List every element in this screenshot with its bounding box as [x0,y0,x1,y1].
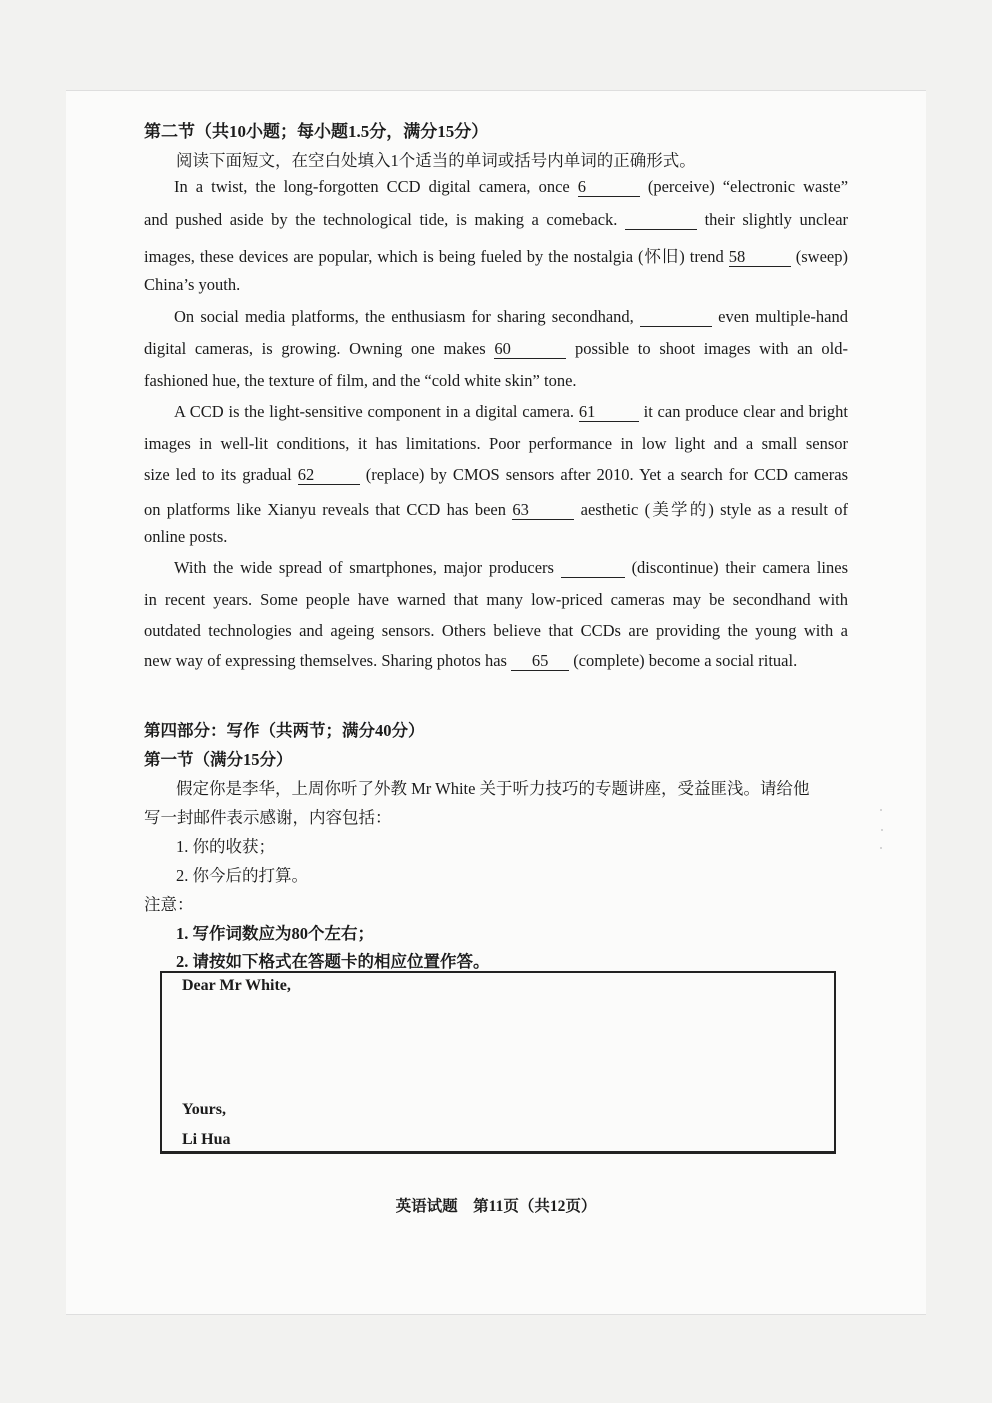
blank-60: 60 [494,340,566,359]
p3-line-1 [174,402,848,422]
p3-text: it can produce clear and bright [643,402,849,421]
writing-item-1: 1. 你的收获； [176,837,275,856]
p2-line-1 [174,307,848,327]
p1-text: images, these devices are popular, which is being fueled by the nostalgia (怀旧) trend [144,247,724,266]
writing-prompt-line-1: 假定你是李华，上周你听了外教 Mr White 关于听力技巧的专题讲座，受益匪浅。请给他 [176,779,810,798]
blank-62: 62 [298,466,360,485]
p3-text: A CCD is the light-sensitive component in a digital camera. [174,402,575,421]
blank-59 [640,308,712,327]
letter-greeting: Dear Mr White, [182,977,291,994]
p4-text: (discontinue) their camera lines [631,558,849,577]
note-item-1: 1. 写作词数应为80个左右； [176,924,374,943]
blank-57 [625,211,697,230]
writing-item-2: 2. 你今后的打算。 [176,866,308,885]
p2-line-2 [144,339,848,359]
blank-56: 6 [578,178,640,197]
p1-text: (perceive) “electronic waste” [647,177,849,196]
blank-65: 65 [511,652,569,671]
section-2-instruction: 阅读下面短文，在空白处填入1个适当的单词或括号内单词的正确形式。 [176,151,696,170]
letter-answer-box [160,971,836,1154]
p4-line-2: in recent years. Some people have warned that many low-priced cameras may be secondhand with [144,590,848,609]
p4-line-4 [144,651,797,671]
p3-text: aesthetic (美学的) style as a result of [580,500,849,519]
p3-line-4 [144,496,848,520]
p1-line-2 [144,210,848,230]
p2-text: On social media platforms, the enthusiasm for sharing secondhand, [174,307,634,326]
p1-text: In a twist, the long-forgotten CCD digital camera, once [174,177,570,196]
p1-text: their slightly unclear [704,210,849,229]
note-item-2: 2. 请按如下格式在答题卡的相应位置作答。 [176,952,490,971]
p3-line-3 [144,465,848,485]
section-2-heading: 第二节（共10小题；每小题1.5分，满分15分） [144,122,489,141]
p3-text: on platforms like Xianyu reveals that CCD has been [144,500,507,519]
page-footer: 英语试题 第11页（共12页） [395,1198,597,1215]
p1-text: and pushed aside by the technological tide, is making a comeback. [144,210,618,229]
p1-text: (sweep) [795,247,848,266]
note-label: 注意： [144,895,194,914]
p3-line-2: images in well-lit conditions, it has limitations. Poor performance in low light and a small sensor [144,434,848,453]
p1-line-3 [144,243,848,267]
p2-text: digital cameras, is growing. Owning one makes [144,339,486,358]
p3-text: size led to its gradual [144,465,292,484]
p2-text: even multiple-hand [718,307,848,326]
blank-64 [561,559,625,578]
writing-prompt-line-2: 写一封邮件表示感谢，内容包括： [144,808,392,827]
part-4-section-1-heading: 第一节（满分15分） [144,750,293,769]
blank-61: 61 [579,403,639,422]
p4-line-3: outdated technologies and ageing sensors. Others believe that CCDs are providing the young with a [144,621,848,640]
blank-63: 63 [512,501,574,520]
p4-text: (complete) become a social ritual. [573,651,798,670]
p3-text: (replace) by CMOS sensors after 2010. Yet a search for CCD cameras [365,465,848,484]
part-4-heading: 第四部分：写作（共两节；满分40分） [144,721,425,740]
p4-text: With the wide spread of smartphones, major producers [174,558,554,577]
p3-line-5: online posts. [144,527,228,546]
letter-closing: Yours, [182,1101,227,1118]
scan-specks [878,809,884,849]
p4-text: new way of expressing themselves. Sharing photos has [144,651,507,670]
exam-page [66,90,926,1315]
blank-58: 58 [729,248,791,267]
p1-line-1 [174,177,848,197]
p2-line-3: fashioned hue, the texture of film, and the “cold white skin” tone. [144,371,577,390]
p2-text: possible to shoot images with an old- [575,339,849,358]
p4-line-1 [174,558,848,578]
p1-line-4: China’s youth. [144,275,241,294]
letter-signature: Li Hua [182,1131,231,1148]
